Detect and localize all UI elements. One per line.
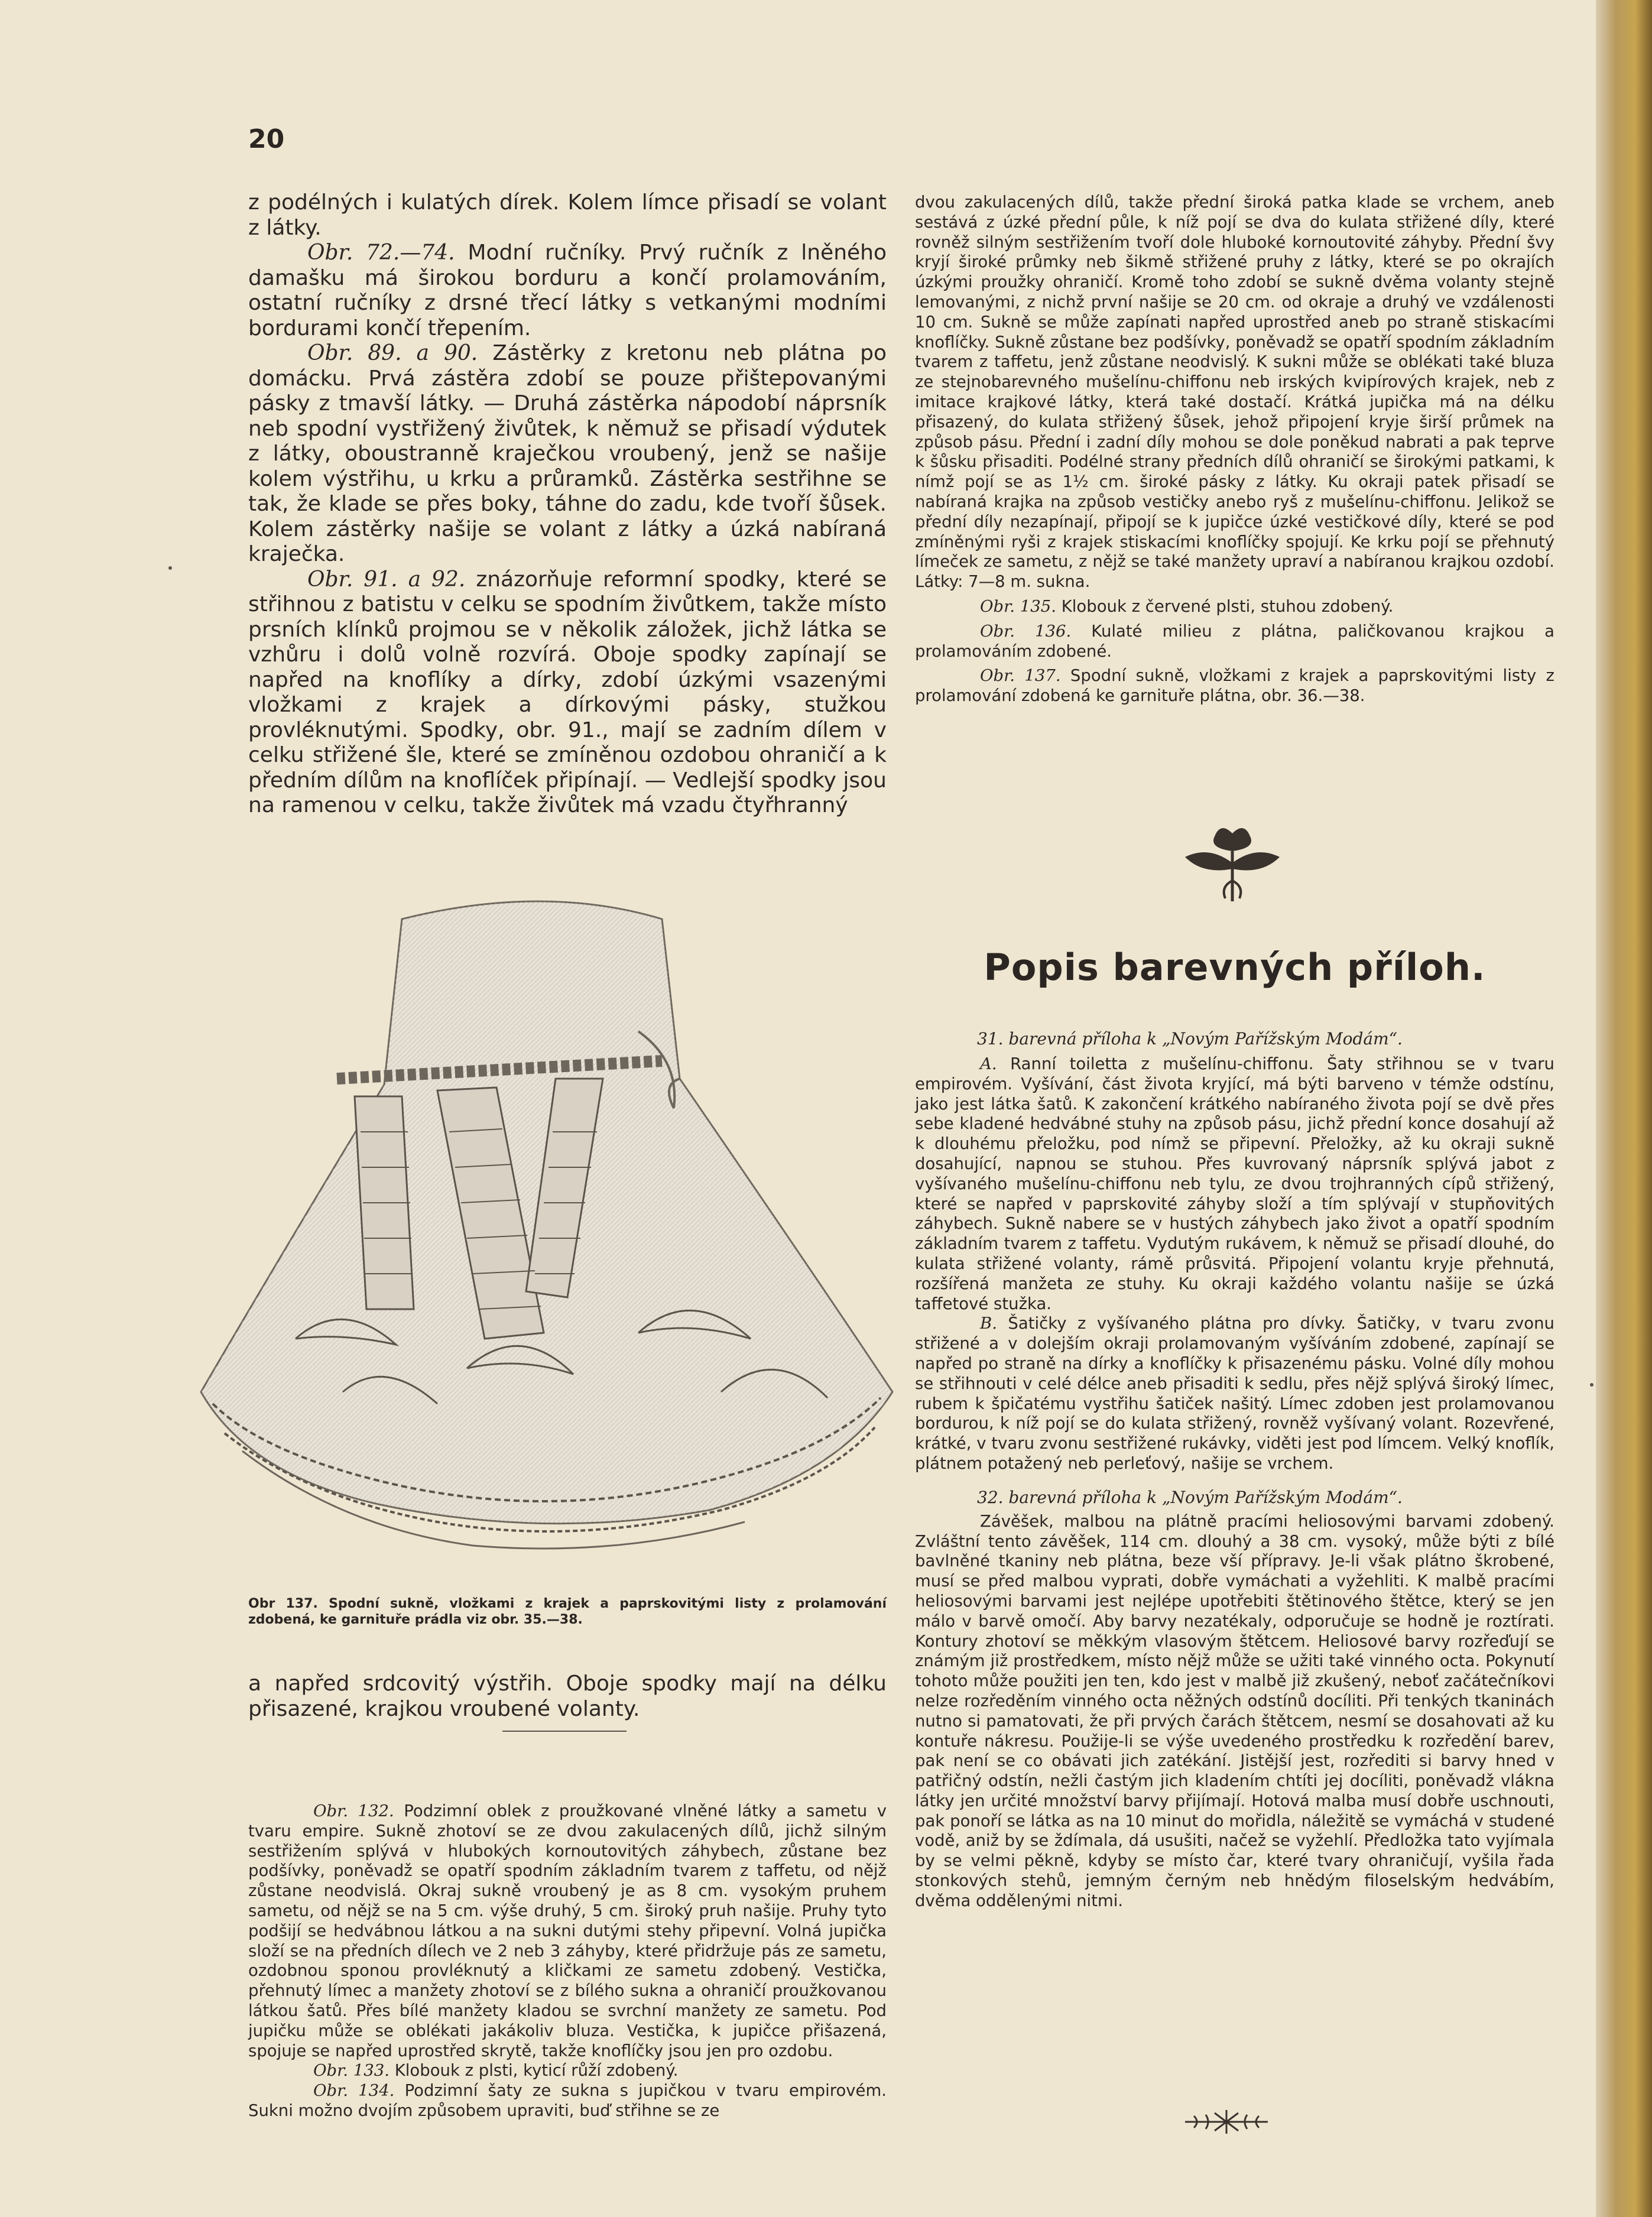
paragraph-text: Modní ručníky. Prvý ručník z lněného damašku má širokou borduru a končí prolamováním, ostatní ručníky z drsné třecí látky s vetkanými modními bordurami končí třepením. bbox=[248, 241, 887, 340]
figure-ref: Obr. 135. bbox=[980, 596, 1056, 616]
supplement-heading: 32. barevná příloha k „Novým Pařížským Modám“. bbox=[977, 1487, 1403, 1507]
left-column-bottom bbox=[248, 1801, 887, 2121]
flower-ornament-icon bbox=[1173, 822, 1291, 904]
paragraph bbox=[915, 597, 1554, 617]
speck bbox=[168, 566, 172, 570]
paragraph bbox=[248, 341, 887, 567]
figure-ref: Obr. 136. bbox=[980, 621, 1072, 641]
paragraph-text: znázorňuje reformní spodky, které se střihnou z batistu v celku se spodním živůtkem, takže místo prsních klínků projmou se v několik záložek, jichž látka se vzhůru i dolů volně rozvírá. Oboje spodky zapínají se napřed na knoflíky a dírky, zdobí úzkými vsazenými vložkami z krajek a dírkovými pásky, stužkou provléknutými. Spodky, obr. 91., mají se zadním dílem v celku střižené šle, které se zmíněnou ozdobou ohraničí a k předním dílům na knoflíček připínají. — Vedlejší spodky jsou na ramenou v celku, takže živůtek má vzadu čtyřhranný bbox=[248, 567, 887, 817]
book-spine bbox=[1596, 0, 1652, 2217]
figure-ref: Obr. 134. bbox=[313, 2081, 395, 2101]
paragraph bbox=[248, 2061, 887, 2081]
paragraph-text: Klobouk z plsti, kyticí růží zdobený. bbox=[390, 2061, 679, 2080]
figure-caption bbox=[248, 1596, 887, 1628]
right-column-supplements bbox=[915, 1028, 1554, 1911]
figure-ref: Obr. 91. a 92. bbox=[307, 567, 466, 592]
figure-ref: Obr. 133. bbox=[313, 2061, 390, 2080]
paragraph bbox=[915, 666, 1554, 706]
paragraph bbox=[248, 2081, 887, 2121]
figure-ref: Obr. 137. bbox=[980, 666, 1061, 686]
supplement-heading: 31. barevná příloha k „Novým Pařížským Modám“. bbox=[977, 1029, 1403, 1049]
paragraph-text: Kulaté milieu z plátna, paličkovanou krajkou a prolamováním zdobené. bbox=[915, 621, 1554, 661]
figure-label: Obr 137. bbox=[248, 1596, 318, 1611]
figure-ref: Obr. 132. bbox=[313, 1801, 394, 1820]
paragraph bbox=[915, 1054, 1554, 1314]
paragraph-text: Šatičky z vyšívaného plátna pro dívky. Šatičky, v tvaru zvonu střižené a v dolejším okraji prolamovaným vyšíváním zdobené, zapínají se napřed po straně na dírky a knoflíčky k přisazenému pásku. Volné díly mohou se střihnouti v celé délce aneb přisaditi k sedlu, přes nějž splývá široký límec, rubem k špičatému vystřihu šatiček našitý. Límec zdoben jest prolamovanou bordurou, k níž pojí se do kulata střižený, rovněž vyšívaný volant. Rozevřené, krátké, v tvaru zvonu sestřižené rukávky, viděti jest pod límcem. Velký knoflík, plátnem potažený neb perleťový, našije se vrchem. bbox=[915, 1314, 1554, 1473]
figure-caption-text: Spodní sukně, vložkami z krajek a paprskovitými listy z prolamování zdobená, ke garnituře prádla viz obr. 35.—38. bbox=[248, 1596, 887, 1627]
paragraph: a napřed srdcovitý výstřih. Oboje spodky mají na délku přisazené, krajkou vroubené volanty. bbox=[248, 1671, 887, 1721]
paragraph: Závěšek, malbou na plátně pracími heliosovými barvami zdobený. Zvláštní tento závěšek, 114 cm. dlouhý a 38 cm. vysoký, může býti z bílé bavlněné tkaniny neb plátna, beze vší přípravy. Je-li však plátno škrobené, musí se před malbou vyprati, dobře vymáchati a vyžehliti. K malbě pracími heliosovými barvami jest nejlépe upotřebiti štětinového štětce, který se jen málo v barvě omočí. Aby barvy nezatékaly, odporučuje se hodně je roztírati. Kontury zhotoví se měkkým vlasovým štětcem. Heliosové barvy rozřeďují se známým již prostředkem, místo nějž může se užiti také vinného octa. Pokynutí tohoto může použiti jen ten, kdo jest v malbě již zkušený, neboť začátečníkovi nelze rozředěním vinného octa něžných odstínů docíliti. Při tenkých tkaninách nutno si pamatovati, že při prvých čarách štětcem, nesmí se dosahovati až ku kontuře nákresu. Použije-li se výše uvedeného prostředku k rozředění barev, pak není se co obávati jich zatékání. Jistější jest, rozřediti si barvy hned v patřičný odstín, nežli častým jich kladením chtíti jej docíliti, poněvadž vlákna látky jen určité množství barvy přijímají. Hotová malba musí dobře uschnouti, pak ponoří se látka as na 10 minut do mořidla, náležitě se vymáchá v studené vodě, aniž by se ždímala, dá usušiti, načež se vyžehlí. Předložka tato vyjímala by se velmi pěkně, kdyby se místo čar, které tvary ohraničují, vyšila řada stonkových stehů, jemným černým neb hnědým filoselským hedvábím, dvěma oddělenými nitmi. bbox=[915, 1511, 1554, 1910]
paragraph bbox=[248, 241, 887, 341]
paragraph-text: Ranní toiletta z mušelínu-chiffonu. Šaty střihnou se v tvaru empirovém. Vyšívání, část života kryjící, má býti barveno v témže odstínu, jako jest látka šatů. K zakončení krátkého nabíraného života pojí se dvě přes sebe kladené hedvábné stuhy na způsob pásu, jichž přední konce dosahují až k dlouhému přeložku, pod nímž se připevní. Přeložky, až ku okraji sukně dosahující, napnou se stuhou. Přes kuvrovaný náprsník splývá jabot z vyšívaného mušelínu-chiffonu neb tylu, ze dvou trojhranných cípů střižený, které se napřed v paprskovité záhyby složí a tím splývají v stupňovitých záhybech. Sukně nabere se v hustých záhybech jako život a opatří spodním základním tvarem z taffetu. Vydutým rukávem, k němuž se přisadí dlouhé, do kulata střižené volanty, rámě průsvitá. Připojení volantu kryje přehnutá, rozšířená manžeta ze stuhy. Ku okraji každého volantu našije se úzká taffetové stužka. bbox=[915, 1054, 1554, 1313]
paragraph: z podélných i kulatých dírek. Kolem límce přisadí se volant z látky. bbox=[248, 190, 887, 240]
paragraph-text: Zástěrky z kretonu neb plátna po domácku. Prvá zástěra zdobí se pouze přištepovanými pásky z tmavší látky. — Druhá zástěrka nápodobí náprsník neb spodní vystřižený živůtek, k němuž se přisadí výdutek z látky, oboustranně kraječkou vroubený, jenž se našije kolem výstřihu, u krku a průramků. Zástěrka sestřihne se tak, že klade se přes boky, táhne do zadu, kde tvoří šůsek. Kolem zástěrky našije se volant z látky a úzká nabíraná kraječka. bbox=[248, 341, 887, 566]
figure-ref: Obr. 72.—74. bbox=[307, 241, 455, 265]
section-divider bbox=[502, 1731, 627, 1732]
paragraph: dvou zakulacených dílů, takže přední široká patka klade se vrchem, aneb sestává z úzké přední půle, k níž pojí se dva do kulata střižené díly, které rovněž silným sestřižením tvoří dole hluboké kornoutovité záhyby. Přední švy kryjí široké průmky neb šikmě střižené pruhy z látky, které se po okrajích úzkými proužky ohraničí. Kromě toho zdobí se sukně dvěma volanty stejně lemovanými, z nichž první našije se 20 cm. od okraje a druhý ve vzdálenosti 10 cm. Sukně se může zapínati napřed uprostřed aneb po straně stiskacími knoflíčky. Sukně zůstane bez podšívky, poněvadž se opatří spodním základním tvarem z taffetu, jenž zůstane neodvislý. K sukni může se oblékati také bluza ze stejnobarevného mušelínu-chiffonu neb irských kvipírových krajek, neb z imitace krajkové látky, která také dostačí. Krátká jupička má na délku přisazený, do kulata střižený šůsek, jehož připojení kryje širší průmek na způsob pásu. Přední i zadní díly mohou se dole poněkud nabrati a pak teprve k šůsku přisaditi. Podélné strany předních dílů ohraničí se širokými patkami, k nímž pojí se as 1½ cm. široké pásky z látky. Ku okraji patek přisadí se nabíraná krajka na způsob vestičky anebo ryš z mušelínu-chiffonu. Jelikož se přední díly nezapínají, připojí se k jupičce úzké vestičkové díly, které se pod zmíněnými ryši z krajek stiskacími knoflíčky spojují. Ke krku pojí se přehnutý límeček ze sametu, z nějž se také manžety upraví a nabíranou krajkou ozdobí. Látky: 7—8 m. sukna. bbox=[915, 193, 1554, 592]
paragraph bbox=[915, 1314, 1554, 1473]
paragraph-text: Podzimní šaty ze sukna s jupičkou v tvaru empirovém. Sukni možno dvojím způsobem upraviti, buď střihne se ze bbox=[248, 2081, 887, 2120]
paragraph bbox=[915, 622, 1554, 662]
left-column-top bbox=[248, 190, 887, 819]
paragraph-text: Spodní sukně, vložkami z krajek a paprskovitými listy z prolamování zdobená ke garnituře plátna, obr. 36.—38. bbox=[915, 666, 1554, 706]
paragraph bbox=[248, 1801, 887, 2061]
left-column-after-figure bbox=[248, 1671, 887, 1722]
item-label: A. bbox=[980, 1054, 997, 1073]
page-number: 20 bbox=[248, 124, 285, 154]
item-label: B. bbox=[980, 1314, 997, 1333]
petticoat-illustration bbox=[189, 884, 898, 1593]
paragraph bbox=[248, 567, 887, 819]
speck bbox=[1590, 1383, 1593, 1387]
right-column-top bbox=[915, 193, 1554, 706]
figure-ref: Obr. 89. a 90. bbox=[307, 341, 478, 365]
paragraph-text: Podzimní oblek z proužkované vlněné látky a sametu v tvaru empire. Sukně zhotoví se ze dvou zakulacených dílů, jichž silným sestřižením splývá v hlubokých kornoutovitých záhybech, zůstane bez podšívky, poněvadž se opatří spodním základním tvarem z taffetu, od nějž zůstane neodvislá. Okraj sukně vroubený je as 8 cm. vysokým pruhem sametu, od nějž se na 5 cm. výše druhý, 5 cm. široký pruh našije. Pruhy tyto podšijí se hedvábnou látkou a na sukni dutými stehy připevní. Volná jupička složí se na předních dílech ve 2 neb 3 záhyby, které přidržuje pás ze sametu, ozdobnou sponou provléknutý a kličkami ze sametu zdobený. Vestička, přehnutý límec a manžety zhotoví se z bílého sukna a ohraničí proužkovanou látkou šatů. Přes bílé manžety kladou se svrchní manžety ze sametu. Pod jupičku může se oblékati jakákoliv bluza. Vestička, k jupičce přišazená, spojuje se napřed uprostřed skrytě, takže knoflíčky jsou jen pro ozdobu. bbox=[248, 1801, 887, 2060]
section-title: Popis barevných příloh. bbox=[984, 946, 1486, 989]
decorative-flourish-icon bbox=[1182, 2104, 1271, 2140]
paragraph-text: Klobouk z červené plsti, stuhou zdobený. bbox=[1056, 596, 1394, 616]
